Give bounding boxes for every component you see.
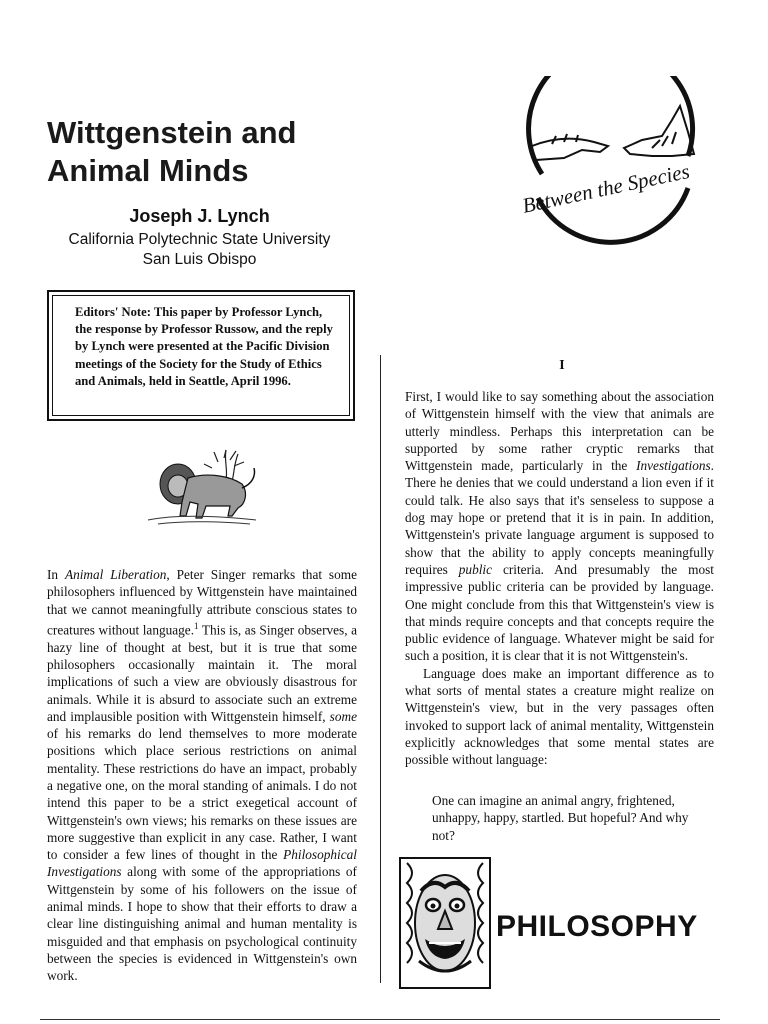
affiliation-line: California Polytechnic State University [68, 231, 331, 248]
book-title: Animal Liberation [64, 567, 167, 582]
lion-illustration [138, 448, 262, 528]
section-label: PHILOSOPHY [496, 910, 698, 943]
book-title: Philosophical Investigations [47, 847, 357, 880]
page-bottom-rule [40, 1019, 720, 1020]
editors-note: Editors' Note: This paper by Professor Lynch, the response by Professor Russow, and the reply by Lynch were presented at the Pacific Division meetings of the Society for the Study of Ethics and Animals, held in Seattle, April 1996. [52, 295, 350, 416]
section-number: I [559, 358, 565, 373]
block-quote: One can imagine an animal angry, frightened, unhappy, happy, startled. But hopeful? And why not? [432, 793, 689, 843]
right-column-text [405, 388, 714, 769]
affiliation-line: San Luis Obispo [142, 251, 257, 268]
article-title: Wittgenstein and Animal Minds [47, 115, 297, 188]
left-column-text [47, 566, 357, 985]
editors-note-box [47, 290, 355, 421]
grotesque-face-icon [399, 857, 491, 989]
journal-logo-text: Between the Species [520, 158, 692, 218]
column-divider [380, 355, 381, 983]
hands-reaching-icon [532, 106, 694, 160]
intro-paragraph: In Animal Liberation, Peter Singer remarks that some philosophers influenced by Wittgenstein have maintained that we cannot meaningfully attribute conscious states to creatures without language.$^1$ This is, as Singer observes, a hazy line of thought at best, but it is true that some philosophers occasionally maintain it. The moral implications of such a view are obviously disastrous for animals. While it is absurd to associate such an extreme and implausible position with Wittgenstein himself, some of his remarks do lend themselves to more moderate positions which place serious restrictions on animal mentality. These restrictions do have an impact, probably a negative one, on the moral standing of animals. I do not intend this paper to be a strict exegetical account of Wittgenstein's own views; his remarks on these issues are more suggestive than explicit in any case. Rather, I want to consider a few lines of thought in the Philosophical Investigations along with some of the appropriations of Wittgenstein by some of his followers on the issue of animal minds. I hope to show that their efforts to draw a clear line distinguishing animal and human mentality is misguided and that emphasis on psychological continuity between the species is evidenced in Wittgenstein's own work. [47, 567, 358, 984]
footnote-ref: 1 [194, 620, 199, 631]
paragraph: First, I would like to say something about the association of Wittgenstein himself with the view that animals are utterly mindless. Perhaps this interpretation can be supported by some rather cryptic remarks that Wittgenstein made, particularly in the Investigations. There he denies that we could understand a lion even if it could talk. He also says that it's senseless to suppose a dog may hope or pretend that it is in pain. In addition, Wittgenstein's private language argument is supposed to show that the ability to apply concepts meaningfully requires public criteria. And presumably the most impressive public criteria can be provided by language. One might conclude from this that Wittgenstein's view is that minds require concepts and that concepts require the public evidence of language. Whatever might be said for such a position, it is clear that it is not Wittgenstein's. [405, 389, 714, 664]
journal-logo [512, 76, 712, 254]
author-name: Joseph J. Lynch [129, 206, 270, 226]
author-affiliation [47, 230, 352, 270]
paragraph: Language does make an important difference as to what sorts of mental states a creature might realize on Wittgenstein's view, but in the very passages often invoked to support lack of animal mentality, Wittgenstein explicitly acknowledges that some mental states are possible without language: [405, 665, 714, 768]
